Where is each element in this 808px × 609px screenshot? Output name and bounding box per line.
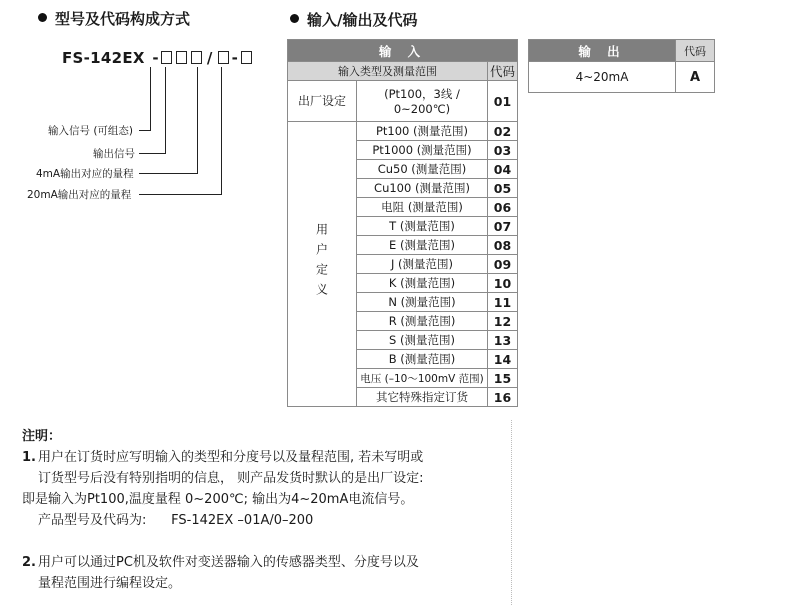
input-code-cell: 13 — [488, 331, 518, 350]
input-code-cell: 07 — [488, 217, 518, 236]
bullet-icon — [38, 13, 47, 22]
model-code — [62, 49, 254, 67]
input-code-cell: 05 — [488, 179, 518, 198]
input-range-cell: Pt100 (测量范围) — [357, 122, 488, 141]
input-code-cell: 09 — [488, 255, 518, 274]
input-range-cell: B (测量范围) — [357, 350, 488, 369]
input-header: 输 入 — [288, 40, 518, 62]
slash: / — [206, 49, 213, 67]
factory-range: (Pt100，3线 / 0~200℃) — [357, 81, 488, 122]
connector-line — [139, 153, 166, 154]
input-code-cell: 15 — [488, 369, 518, 388]
label-20ma-range: 20mA输出对应的量程 — [27, 189, 132, 201]
connector-line — [139, 130, 151, 131]
io-codes-title-text: 输入/输出及代码 — [307, 11, 418, 29]
note-line: 订货型号后没有特别指明的信息， 则产品发货时默认的是出厂设定: — [38, 471, 424, 486]
note-text — [38, 552, 419, 594]
notes-heading: 注明： — [22, 429, 62, 444]
note-text — [22, 447, 424, 531]
output-code-header: 代码 — [676, 40, 715, 62]
input-range-cell: J (测量范围) — [357, 255, 488, 274]
connector-line — [150, 67, 151, 131]
connector-line — [139, 194, 222, 195]
model-prefix: FS-142EX — [62, 49, 145, 67]
note-item-2 — [22, 552, 512, 594]
input-code-cell: 04 — [488, 160, 518, 179]
note-line: 产品型号及代码为: FS-142EX –01A/0–200 — [38, 513, 314, 528]
input-range-cell: Cu100 (测量范围) — [357, 179, 488, 198]
note-number: 2. — [22, 555, 36, 570]
input-range-cell: S (测量范围) — [357, 331, 488, 350]
input-range-cell: Cu50 (测量范围) — [357, 160, 488, 179]
input-range-cell: 其它特殊指定订货 — [357, 388, 488, 407]
input-code-cell: 08 — [488, 236, 518, 255]
input-code-cell: 11 — [488, 293, 518, 312]
connector-line — [139, 173, 198, 174]
input-range-cell: T (测量范围) — [357, 217, 488, 236]
input-table — [287, 39, 518, 407]
dash: - — [152, 49, 159, 67]
input-code-cell: 10 — [488, 274, 518, 293]
dash: - — [231, 49, 239, 67]
connector-line — [221, 67, 222, 195]
note-line: 用户在订货时应写明输入的类型和分度号以及量程范围, 若未写明或 — [38, 450, 424, 465]
input-range-cell: R (测量范围) — [357, 312, 488, 331]
input-code-cell: 14 — [488, 350, 518, 369]
input-range-header: 输入类型及测量范围 — [288, 62, 488, 81]
model-structure-title-text: 型号及代码构成方式 — [55, 10, 191, 28]
note-line: 量程范围进行编程设定。 — [38, 576, 182, 591]
user-defined-label — [288, 122, 357, 407]
input-range-cell: N (测量范围) — [357, 293, 488, 312]
connector-line — [197, 67, 198, 174]
input-code-cell: 06 — [488, 198, 518, 217]
model-structure-title — [38, 8, 190, 29]
user-defined-text: 用户定义 — [314, 222, 329, 303]
input-code-cell: 12 — [488, 312, 518, 331]
note-line: 用户可以通过PC机及软件对变送器输入的传感器类型、分度号以及 — [38, 555, 419, 570]
note-number: 1. — [22, 450, 36, 465]
input-range-cell: K (测量范围) — [357, 274, 488, 293]
range-high-box — [241, 51, 252, 64]
input-range-cell: E (测量范围) — [357, 236, 488, 255]
output-code: A — [676, 62, 715, 93]
input-range-cell: 电压 (–10～100mV 范围) — [357, 369, 488, 388]
output-table — [528, 39, 715, 93]
input-code-box-2 — [176, 51, 187, 64]
input-code-cell: 03 — [488, 141, 518, 160]
output-code-box — [191, 51, 202, 64]
input-code-header: 代码 — [488, 62, 518, 81]
input-range-cell: Pt1000 (测量范围) — [357, 141, 488, 160]
note-item-1 — [22, 447, 512, 531]
factory-code: 01 — [488, 81, 518, 122]
label-output-signal: 输出信号 — [93, 148, 135, 160]
note-line: 即是输入为Pt100,温度量程 0~200℃; 输出为4~20mA电流信号。 — [22, 492, 414, 507]
bullet-icon — [290, 14, 299, 23]
input-code-cell: 16 — [488, 388, 518, 407]
factory-setting-label: 出厂设定 — [288, 81, 357, 122]
connector-line — [165, 67, 166, 154]
input-range-cell: 电阻 (测量范围) — [357, 198, 488, 217]
output-value: 4~20mA — [529, 62, 676, 93]
label-input-signal: 输入信号 (可组态) — [48, 125, 134, 137]
input-code-cell: 02 — [488, 122, 518, 141]
notes-section — [22, 426, 512, 594]
input-code-box-1 — [161, 51, 172, 64]
range-low-box — [218, 51, 229, 64]
output-header: 输 出 — [529, 40, 676, 62]
io-codes-title — [290, 9, 417, 30]
label-4ma-range: 4mA输出对应的量程 — [36, 168, 134, 180]
